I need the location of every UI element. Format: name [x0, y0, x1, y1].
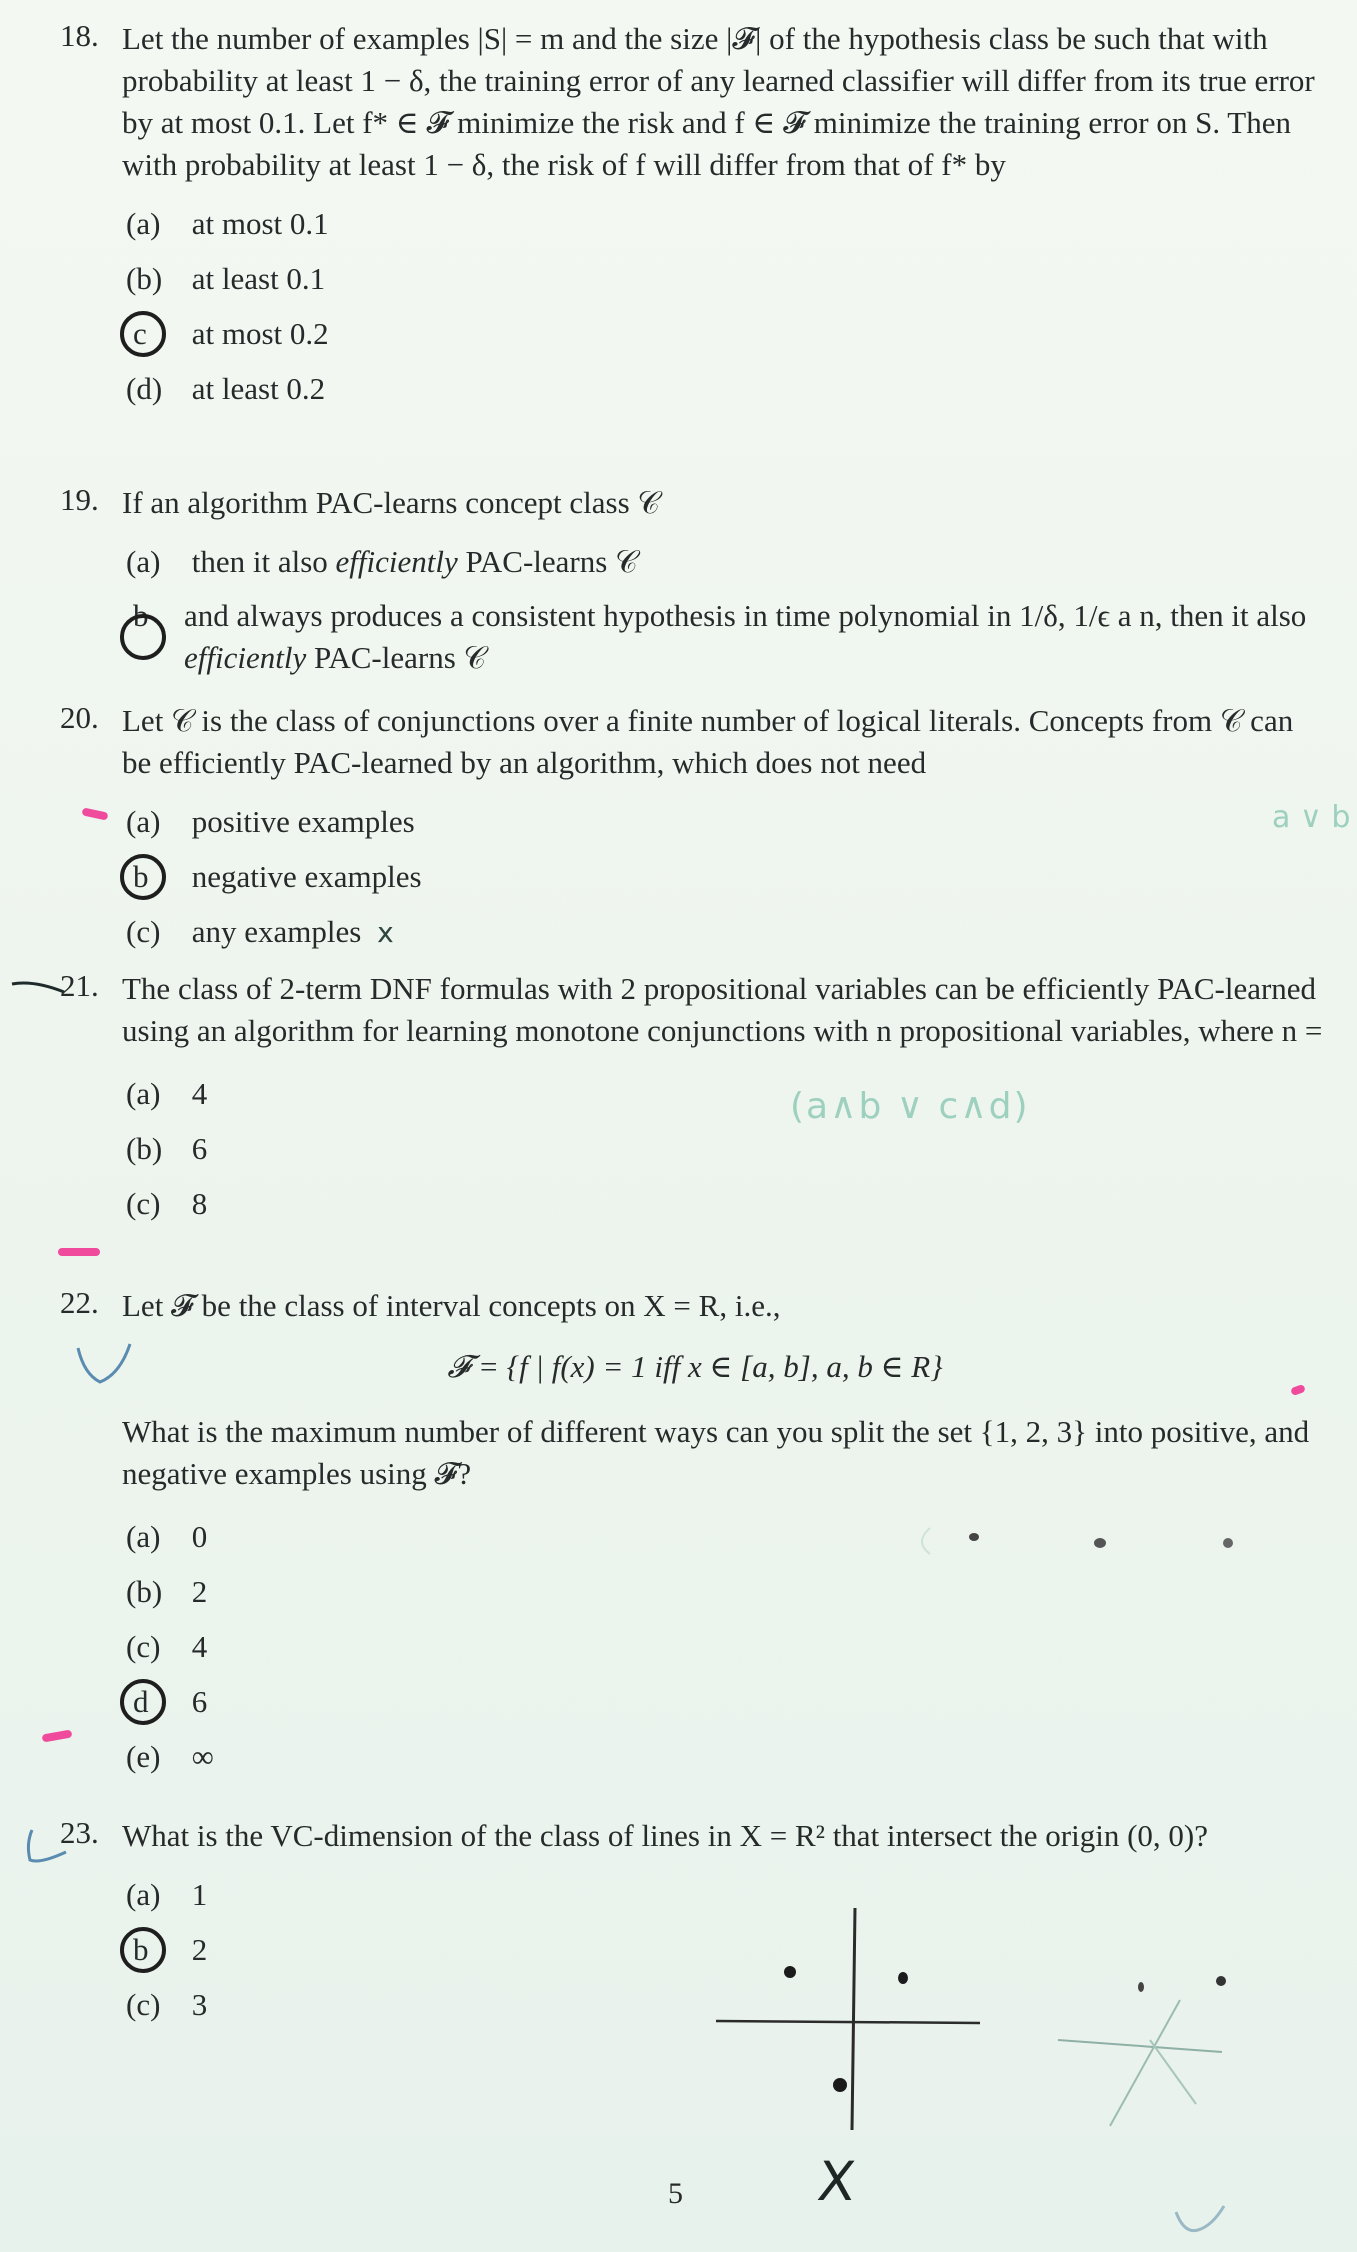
option-text: at most 0.2	[191, 316, 329, 351]
page-number: 5	[668, 2177, 683, 2210]
question-number: 22.	[60, 1285, 99, 1320]
option-text: 2	[191, 1932, 208, 1967]
question-number: 19.	[60, 482, 99, 517]
option-text: at least 0.1	[191, 261, 326, 296]
sketch-point	[898, 1972, 908, 1984]
sketch-point	[1094, 1538, 1106, 1548]
pencil-line	[1110, 2000, 1180, 2126]
question-number: 23.	[60, 1815, 99, 1850]
pencil-margin-note: (a∧b ∨ c∧d)	[790, 1086, 1030, 1127]
pencil-margin-note: a ∨ b	[1272, 800, 1351, 835]
option-label: (d)	[126, 371, 163, 406]
question-text: Let 𝒞 is the class of conjunctions over a finite number of logical literals. Concepts from 𝒞 can be efficiently PAC-learned by an algorithm, which does not need	[122, 703, 1294, 780]
option-label: (e)	[126, 1739, 161, 1774]
option-text: 6	[191, 1131, 208, 1166]
circled-answer-label: b	[126, 849, 184, 904]
question-number: 20.	[60, 700, 99, 735]
option-text: 6	[191, 1684, 208, 1719]
sketch-point	[784, 1966, 796, 1978]
circled-answer-label: c	[126, 306, 184, 361]
option-label: (c)	[126, 1629, 161, 1664]
option-label: (c)	[126, 914, 161, 949]
question-text: The class of 2-term DNF formulas with 2 propositional variables can be efficiently PAC-learned using an algorithm for learning monotone conjunctions with n propositional variables, where n =	[122, 971, 1323, 1048]
option-text: 4	[191, 1076, 208, 1111]
option-label: (a)	[126, 1877, 161, 1912]
option-text: negative examples	[191, 859, 422, 894]
option-label: (b)	[126, 1574, 163, 1609]
option-label: (a)	[126, 1519, 161, 1554]
pencil-bracket	[922, 1528, 930, 1554]
option-text: ∞	[191, 1739, 214, 1774]
sketch-point	[833, 2078, 847, 2092]
option-text: 4	[191, 1629, 208, 1664]
option-text: 8	[191, 1186, 208, 1221]
option-label: (c)	[126, 1186, 161, 1221]
option-text: 3	[191, 1987, 208, 2022]
option-text-pre: and always produces a consistent hypothesis in time polynomial in 1/δ, 1/ϵ a n, then it also	[184, 598, 1307, 633]
question-text: If an algorithm PAC-learns concept class 𝒞	[122, 485, 660, 520]
sketch-point	[1138, 1982, 1144, 1992]
handwritten-x-mark: X	[814, 2150, 859, 2213]
option-text-emphasis: efficiently	[335, 544, 458, 579]
circled-answer-label: b	[126, 1922, 184, 1977]
circled-answer-label: b	[126, 595, 184, 679]
option-label: (b)	[126, 1131, 163, 1166]
option-text-emphasis: efficiently	[184, 640, 307, 675]
option-text-pre: then it also	[191, 544, 336, 579]
option-label: (b)	[126, 261, 163, 296]
option-text: 0	[191, 1519, 208, 1554]
option-label: (c)	[126, 1987, 161, 2022]
sketch-point	[1216, 1976, 1226, 1986]
interval-formula: 𝓕 = {f | f(x) = 1 iff x ∈ [a, b], a, b ∈ R}	[447, 1349, 943, 1384]
pencil-checkmark-icon	[78, 1344, 130, 1382]
option-text: 2	[191, 1574, 208, 1609]
option-text-post: PAC-learns 𝒞	[306, 640, 487, 675]
sketch-axis	[716, 2021, 980, 2023]
question-number: 21.	[60, 968, 99, 1003]
option-text-post: PAC-learns 𝒞	[457, 544, 638, 579]
pencil-dash	[12, 983, 64, 992]
handwritten-x-mark: x	[377, 916, 394, 949]
option-label: (a)	[126, 206, 161, 241]
option-label: (a)	[126, 544, 161, 579]
question-text-continued: What is the maximum number of different ways can you split the set {1, 2, 3} into positive, and negative examples using 𝓕?	[122, 1414, 1310, 1491]
option-text: 1	[191, 1877, 208, 1912]
sketch-point	[969, 1533, 979, 1541]
option-text: positive examples	[191, 804, 415, 839]
option-text: any examples	[191, 914, 362, 949]
pencil-checkmark-icon	[28, 1830, 66, 1861]
option-label: (a)	[126, 804, 161, 839]
question-number: 18.	[60, 18, 99, 53]
circled-answer-label: d	[126, 1674, 184, 1729]
pencil-axis	[1058, 2040, 1222, 2052]
question-text: Let the number of examples |S| = m and the size |𝓕| of the hypothesis class be such that with probability at least 1 − δ, the training error of any learned classifier will differ from its true error by at most 0.1. Let f* ∈ 𝓕 minimize the risk and f ∈ 𝓕 minimize the training error on S. Then with probability at least 1 − δ, the risk of f will differ from that of f* by	[122, 21, 1315, 182]
option-text: at least 0.2	[191, 371, 326, 406]
sketch-axis	[852, 1908, 855, 2130]
question-text: What is the VC-dimension of the class of lines in X = R² that intersect the origin (0, 0)?	[122, 1818, 1209, 1853]
sketch-point	[1223, 1538, 1233, 1548]
option-label: (a)	[126, 1076, 161, 1111]
question-text: Let 𝓕 be the class of interval concepts on X = R, i.e.,	[122, 1288, 781, 1323]
option-text: at most 0.1	[191, 206, 329, 241]
pencil-checkmark-icon	[1176, 2206, 1224, 2231]
